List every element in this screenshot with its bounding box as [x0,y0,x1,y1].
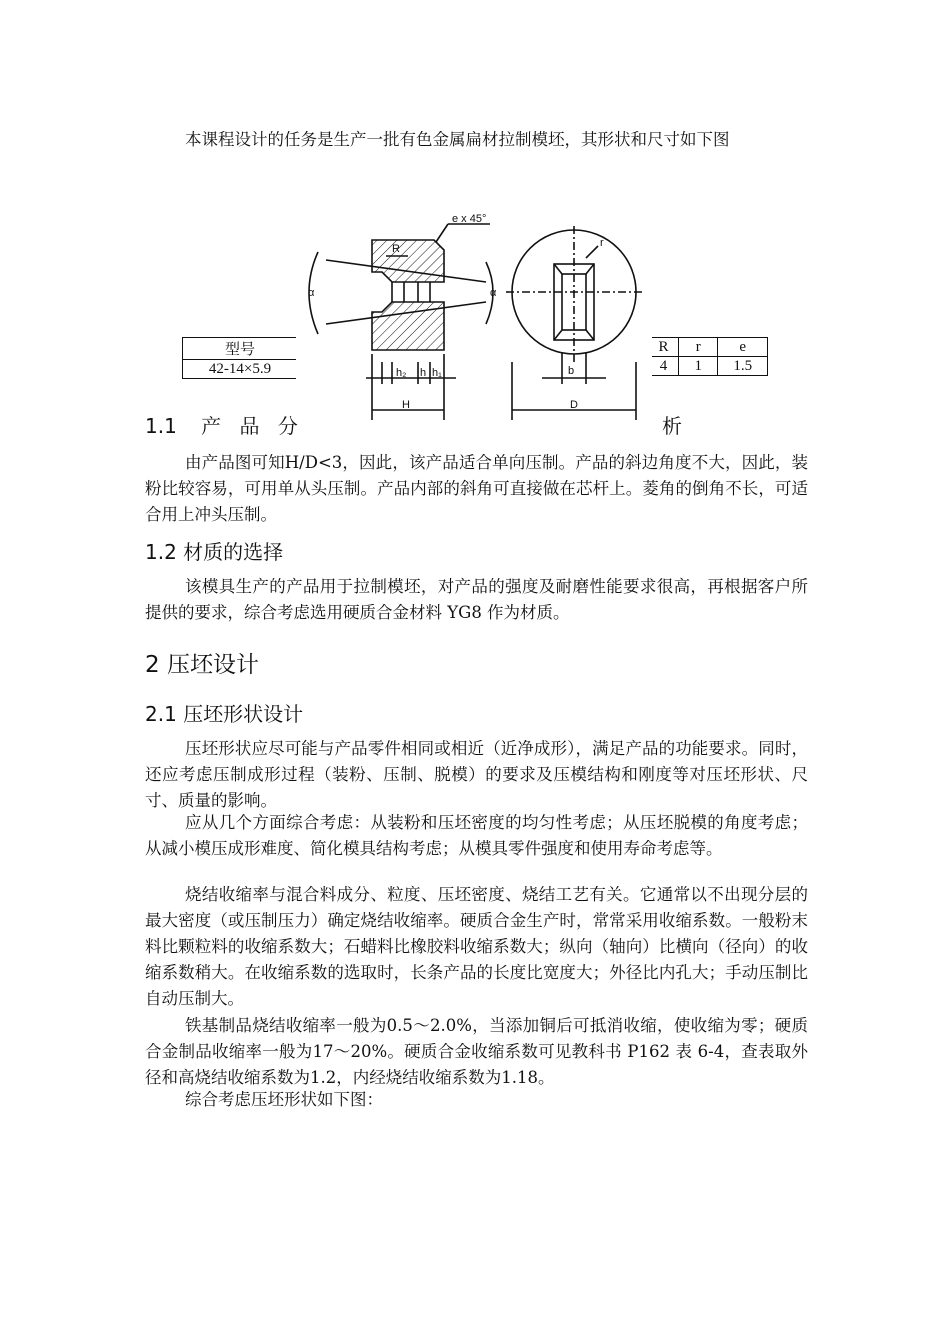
spec-header-R: R [649,338,679,357]
spec-value-model: 42-14×5.9 [183,360,298,379]
label-chamfer: e x 45° [452,213,487,225]
label-alpha-left: α [308,287,315,299]
section-1-1-number: 1.1 [145,414,177,438]
spec-value-R: 4 [649,357,679,376]
label-h1: h₁ [432,367,442,379]
label-D: D [570,399,578,411]
product-drawing [296,212,652,424]
section-2-1-paragraph-2: 应从几个方面综合考虑：从装粉和压坯密度的均匀性考虑；从压坯脱模的角度考虑；从减小模压成形难度、简化模具结构考虑；从模具零件强度和使用寿命考虑等。 [145,813,808,858]
label-b: b [568,365,575,377]
section-1-1-heading [145,410,304,439]
intro-paragraph [145,127,808,153]
spec-value-r: 1 [679,357,718,376]
label-r: r [600,237,604,249]
label-R: R [392,243,400,255]
intro-text: 本课程设计的任务是生产一批有色金属扁材拉制模坯，其形状和尺寸如下图 [185,130,730,149]
label-h2: h₂ [396,367,407,379]
label-h: h [420,367,427,379]
section-2-1-paragraph-5: 综合考虑压坯形状如下图： [185,1090,383,1109]
product-drawing-svg [296,212,652,424]
label-alpha-right: α [490,287,497,299]
spec-header-r: r [679,338,718,357]
section-1-1-body: 由产品图可知H/D<3，因此，该产品适合单向压制。产品的斜边角度不大，因此，装粉比较容易，可用单从头压制。产品内部的斜角可直接做在芯杆上。菱角的倒角不长，可适合用上冲头压制。 [145,453,808,524]
section-1-2-body: 该模具生产的产品用于拉制模坯，对产品的强度及耐磨性能要求很高，再根据客户所提供的要求，综合考虑选用硬质合金材料 YG8 作为材质。 [145,577,808,622]
section-1-1-title-right: 析 [662,414,682,438]
spec-value-e: 1.5 [718,357,768,376]
section-2-1-paragraph-4: 铁基制品烧结收缩率一般为0.5～2.0%，当添加铜后可抵消收缩，使收缩为零；硬质合金制品收缩率一般为17～20%。硬质合金收缩系数可见教科书 P162 表 6-4，查表取外径和高烧结收缩系数为1.2，内经烧结收缩系数为1.18。 [145,1016,808,1087]
section-2-1-heading: 2.1 压坯形状设计 [145,702,304,726]
chapter-2-heading: 2 压坯设计 [145,652,259,678]
spec-header-model: 型号 [183,338,298,360]
label-H: H [402,399,410,411]
section-2-1-paragraph-3: 烧结收缩率与混合料成分、粒度、压坯密度、烧结工艺有关。它通常以不出现分层的最大密度（或压制压力）确定烧结收缩率。硬质合金生产时，常常采用收缩系数。一般粉末料比颗粒料的收缩系数大；石蜡料比橡胶料收缩系数大；纵向（轴向）比横向（径向）的收缩系数稍大。在收缩系数的选取时，长条产品的长度比宽度大；外径比内孔大；手动压制比自动压制大。 [145,885,808,1008]
section-1-2-heading: 1.2 材质的选择 [145,540,284,564]
upper-section [372,240,444,282]
spec-table-left [182,337,298,379]
section-2-1-paragraph-1: 压坯形状应尽可能与产品零件相同或相近（近净成形），满足产品的功能要求。同时，还应考虑压制成形过程（装粉、压制、脱模）的要求及压模结构和刚度等对压坯形状、尺寸、质量的影响。 [145,739,808,810]
spec-header-e: e [718,338,768,357]
section-1-1-title-left: 产 品 分 [201,414,304,438]
spec-table-right [648,337,768,376]
